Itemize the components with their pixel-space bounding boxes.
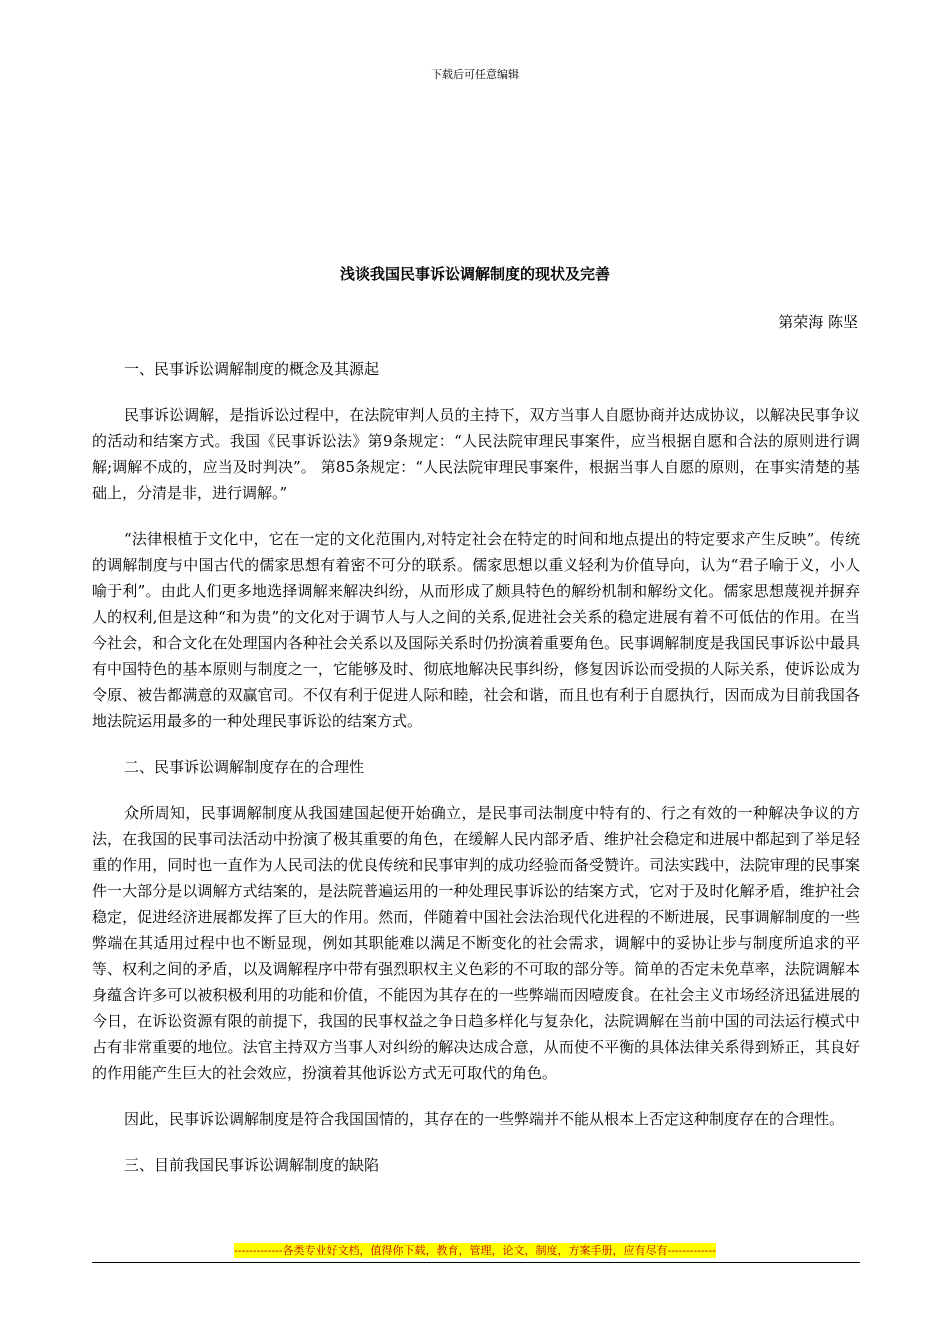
paragraph-culture: “法律根植于文化中，它在一定的文化范围内,对特定社会在特定的时间和地点提出的特定要求产生反映”。传统的调解制度与中国古代的儒家思想有着密不可分的联系。儒家思想以重义轻利为价值导向，认为“君子喻于义，小人喻于利”。由此人们更多地选择调解来解决纠纷，从而形成了颇具特色的解纷机制和解纷文化。儒家思想蔑视并摒弃人的权利,但是这种“和为贵”的文化对于调节人与人之间的关系,促进社会关系的稳定进展有着不可低估的作用。在当今社会，和合文化在处理国内各种社会关系以及国际关系时仍扮演着重要角色。民事调解制度是我国民事诉讼中最具有中国特色的基本原则与制度之一，它能够及时、彻底地解决民事纠纷，修复因诉讼而受损的人际关系，使诉讼成为令原、被告都满意的双赢官司。不仅有利于促进人际和睦，社会和谐，而且也有利于自愿执行，因而成为目前我国各地法院运用最多的一种处理民事诉讼的结案方式。 [92, 530, 860, 730]
document-title: 浅谈我国民事诉讼调解制度的现状及完善 [339, 265, 610, 283]
footer-banner [0, 1244, 950, 1258]
paragraph-conclusion: 因此，民事诉讼调解制度是符合我国国情的，其存在的一些弊端并不能从根本上否定这种制度存在的合理性。 [124, 1110, 845, 1128]
section-heading-1: 一、民事诉讼调解制度的概念及其源起 [124, 360, 380, 378]
author-line: 第荣海 陈坚 [778, 313, 858, 331]
header-note: 下载后可任意编辑 [431, 68, 519, 81]
section-heading-2: 二、民事诉讼调解制度存在的合理性 [124, 758, 365, 776]
footer-divider [92, 1262, 860, 1263]
footer-banner-text: -------------各类专业好文档，值得你下载，教育，管理，论文，制度，方案手册，应有尽有------------- [234, 1244, 716, 1257]
paragraph-rationale: 众所周知，民事调解制度从我国建国起便开始确立，是民事司法制度中特有的、行之有效的一种解决争议的方法，在我国的民事司法活动中扮演了极其重要的角色，在缓解人民内部矛盾、维护社会稳定和进展中都起到了举足轻重的作用，同时也一直作为人民司法的优良传统和民事审判的成功经验而备受赞许。司法实践中，法院审理的民事案件一大部分是以调解方式结案的，是法院普遍运用的一种处理民事诉讼的结案方式，它对于及时化解矛盾，维护社会稳定，促进经济进展都发挥了巨大的作用。然而，伴随着中国社会法治现代化进程的不断进展，民事调解制度的一些弊端在其适用过程中也不断显现，例如其职能难以满足不断变化的社会需求，调解中的妥协让步与制度所追求的平等、权利之间的矛盾，以及调解程序中带有强烈职权主义色彩的不可取的部分等。简单的否定未免草率，法院调解本身蕴含许多可以被积极利用的功能和价值，不能因为其存在的一些弊端而因噎废食。在社会主义市场经济迅猛进展的今日，在诉讼资源有限的前提下，我国的民事权益之争日趋多样化与复杂化，法院调解在当前中国的司法运行模式中占有非常重要的地位。法官主持双方当事人对纠纷的解决达成合意，从而使不平衡的具体法律关系得到矫正，其良好的作用能产生巨大的社会效应，扮演着其他诉讼方式无可取代的角色。 [92, 804, 860, 1082]
section-heading-3: 三、目前我国民事诉讼调解制度的缺陷 [124, 1156, 380, 1174]
paragraph-definition: 民事诉讼调解，是指诉讼过程中，在法院审判人员的主持下，双方当事人自愿协商并达成协议，以解决民事争议的活动和结案方式。我国《民事诉讼法》第9条规定：“人民法院审理民事案件，应当根据自愿和合法的原则进行调解;调解不成的，应当及时判决”。 第85条规定：“人民法院审理民事案件，根据当事人自愿的原则，在事实清楚的基础上，分清是非，进行调解。” [92, 406, 860, 502]
document-body [92, 356, 860, 1198]
